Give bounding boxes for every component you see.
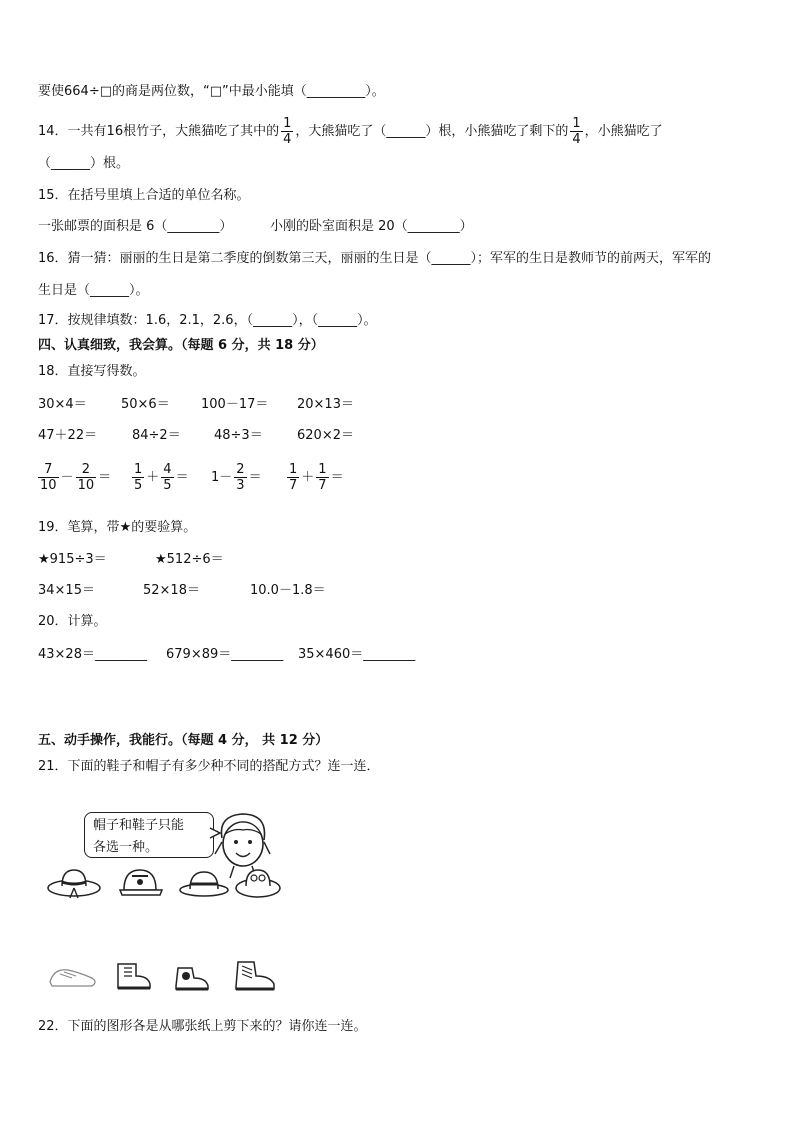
speech-bubble-line-2: 各选一种。 — [93, 840, 159, 855]
q18-frac-2: $\frac{1}{5}$ ＋ $\frac{4}{5}$ ＝ — [134, 462, 189, 493]
speech-bubble-line-1: 帽子和鞋子只能 — [93, 818, 185, 833]
shoe-icon-2 — [118, 964, 150, 988]
hat-icon-3 — [180, 872, 228, 896]
shoes-row — [44, 954, 284, 994]
shoe-icon-1 — [50, 970, 95, 986]
q19-r2-c1: 34×15＝ — [38, 583, 95, 598]
hats-row — [44, 862, 284, 902]
q19-title: 19．笔算，带★的要验算。 — [38, 520, 197, 535]
shoe-icon-4 — [236, 962, 274, 989]
section-5-heading: 五、动手操作，我能行。（每题 4 分， 共 12 分） — [38, 733, 329, 748]
q18-frac-4: $\frac{1}{7}$ ＋ $\frac{1}{7}$ ＝ — [289, 462, 344, 493]
hat-icon-2 — [120, 870, 162, 895]
q14-line2: （______）根。 — [38, 156, 130, 171]
q18-r2-c2: 84÷2＝ — [132, 428, 181, 443]
q14-fraction-2: $\frac{1}{4}$ — [572, 116, 581, 147]
q19-r1-c1: ★915÷3＝ — [38, 552, 107, 567]
q15-title: 15．在括号里填上合适的单位名称。 — [38, 188, 250, 203]
q18-r1-c3: 100－17＝ — [201, 397, 269, 412]
q14-fraction-1: $\frac{1}{4}$ — [283, 116, 292, 147]
q20-item-2: 679×89＝________ — [166, 647, 284, 662]
section-4-heading: 四、认真细致，我会算。（每题 6 分，共 18 分） — [38, 338, 324, 353]
speech-bubble — [84, 812, 214, 858]
q18-title: 18．直接写得数。 — [38, 364, 146, 379]
q18-frac-3: 1－ $\frac{2}{3}$ ＝ — [211, 462, 262, 493]
q17: 17．按规律填数：1.6，2.1，2.6，（______），（______）。 — [38, 313, 377, 328]
q14-part1: 14．一共有16根竹子，大熊猫吃了其中的 — [38, 124, 280, 139]
q16-line2: 生日是（______）。 — [38, 283, 149, 298]
q22-title: 22．下面的图形各是从哪张纸上剪下来的？请你连一连。 — [38, 1019, 367, 1034]
shoe-icon-3 — [176, 968, 208, 989]
q20-item-1: 43×28＝________ — [38, 647, 147, 662]
q18-r1-c4: 20×13＝ — [297, 397, 354, 412]
hat-icon-4 — [236, 870, 280, 897]
q21-title: 21．下面的鞋子和帽子有多少种不同的搭配方式？连一连． — [38, 759, 380, 774]
q18-r1-c2: 50×6＝ — [121, 397, 170, 412]
q18-r2-c1: 47＋22＝ — [38, 428, 98, 443]
q18-r1-c1: 30×4＝ — [38, 397, 87, 412]
q14-part3: ，小熊猫吃了 — [584, 124, 663, 139]
q18-r2-c3: 48÷3＝ — [214, 428, 263, 443]
q19-r2-c3: 10.0－1.8＝ — [250, 583, 326, 598]
q15-item-b: 小刚的卧室面积是 20（________） — [270, 219, 473, 234]
hat-icon-1 — [48, 870, 100, 898]
q14-part2: ，大熊猫吃了（______）根，小熊猫吃了剩下的 — [295, 124, 569, 139]
q14-line1 — [38, 116, 663, 147]
q20-title: 20．计算。 — [38, 614, 107, 629]
q19-r2-c2: 52×18＝ — [143, 583, 200, 598]
q16-line1: 16．猜一猜：丽丽的生日是第二季度的倒数第三天，丽丽的生日是（______）；军军的生日是教师节的前两天，军军的 — [38, 251, 712, 266]
q15-item-a: 一张邮票的面积是 6（________） — [38, 219, 233, 234]
q18-r2-c4: 620×2＝ — [297, 428, 354, 443]
q18-frac-1: $\frac{7}{10}$ － $\frac{2}{10}$ ＝ — [40, 462, 112, 493]
q20-item-3: 35×460＝________ — [298, 647, 416, 662]
q13-tail: 要使664÷□的商是两位数，“□”中最小能填（_________）。 — [38, 84, 385, 99]
q19-r1-c2: ★512÷6＝ — [155, 552, 224, 567]
